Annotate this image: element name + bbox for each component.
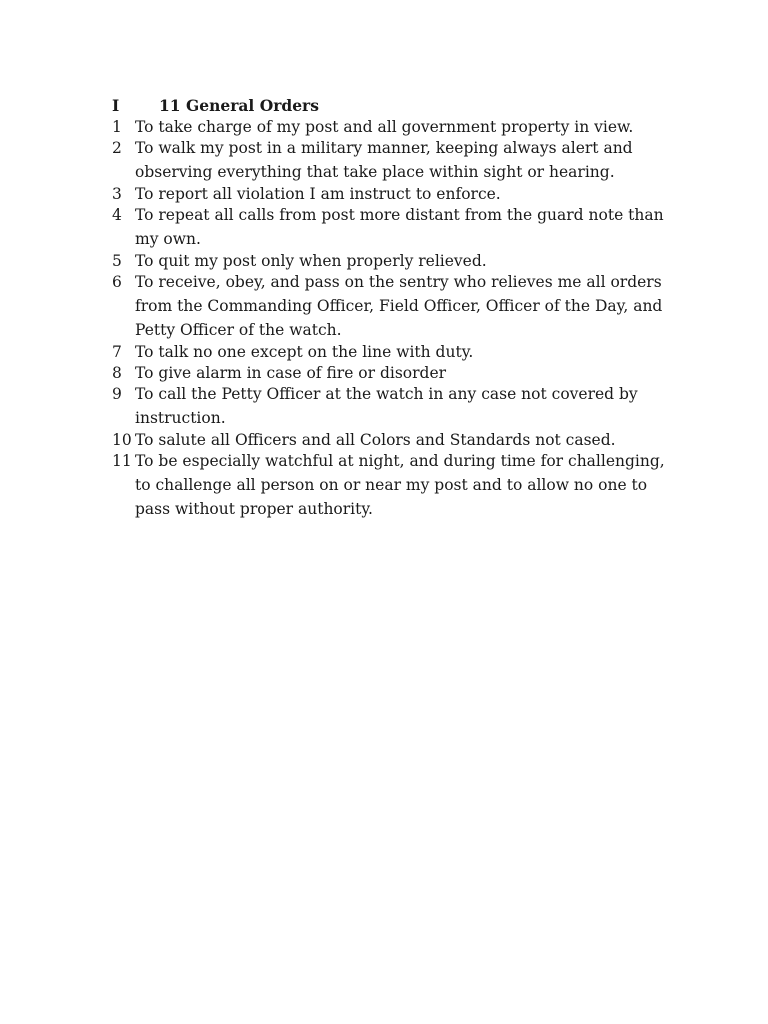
list-item (112, 272, 682, 342)
item-text: To receive, obey, and pass on the sentry who relieves me all orders from the Commanding Officer, Field Officer, Officer of the Day, and Petty Officer of the watch. (135, 273, 663, 339)
item-text: To walk my post in a military manner, keeping always alert and observing everything that take place within sight or hearing. (135, 139, 633, 181)
section-heading (112, 95, 682, 116)
item-number: 7 (112, 343, 122, 361)
item-number: 10 (112, 431, 132, 449)
item-number: 8 (112, 364, 122, 382)
general-orders-list (112, 117, 682, 521)
list-item (112, 363, 682, 384)
section-title: 11 General Orders (159, 96, 319, 115)
list-item (112, 251, 682, 272)
list-item (112, 430, 682, 451)
item-text: To report all violation I am instruct to enforce. (135, 185, 501, 203)
list-item (112, 451, 682, 521)
item-number: 5 (112, 252, 122, 270)
item-number: 3 (112, 185, 122, 203)
item-text: To talk no one except on the line with duty. (135, 343, 474, 361)
list-item (112, 384, 682, 430)
item-number: 1 (112, 118, 122, 136)
item-text: To give alarm in case of fire or disorder (135, 364, 447, 382)
item-text: To quit my post only when properly relieved. (135, 252, 487, 270)
section-marker: I (112, 96, 120, 115)
list-item (112, 184, 682, 205)
item-number: 9 (112, 385, 122, 403)
item-number: 11 (112, 452, 132, 470)
list-item (112, 205, 682, 251)
item-text: To salute all Officers and all Colors and Standards not cased. (135, 431, 616, 449)
item-text: To be especially watchful at night, and during time for challenging, to challenge all person on or near my post and to allow no one to pass without proper authority. (135, 452, 665, 518)
item-number: 2 (112, 139, 122, 157)
item-number: 4 (112, 206, 122, 224)
item-number: 6 (112, 273, 122, 291)
list-item (112, 342, 682, 363)
item-text: To repeat all calls from post more distant from the guard note than my own. (135, 206, 664, 248)
item-text: To call the Petty Officer at the watch in any case not covered by instruction. (135, 385, 638, 427)
item-text: To take charge of my post and all government property in view. (135, 118, 634, 136)
list-item (112, 138, 682, 184)
list-item (112, 117, 682, 138)
document-body (112, 95, 682, 521)
